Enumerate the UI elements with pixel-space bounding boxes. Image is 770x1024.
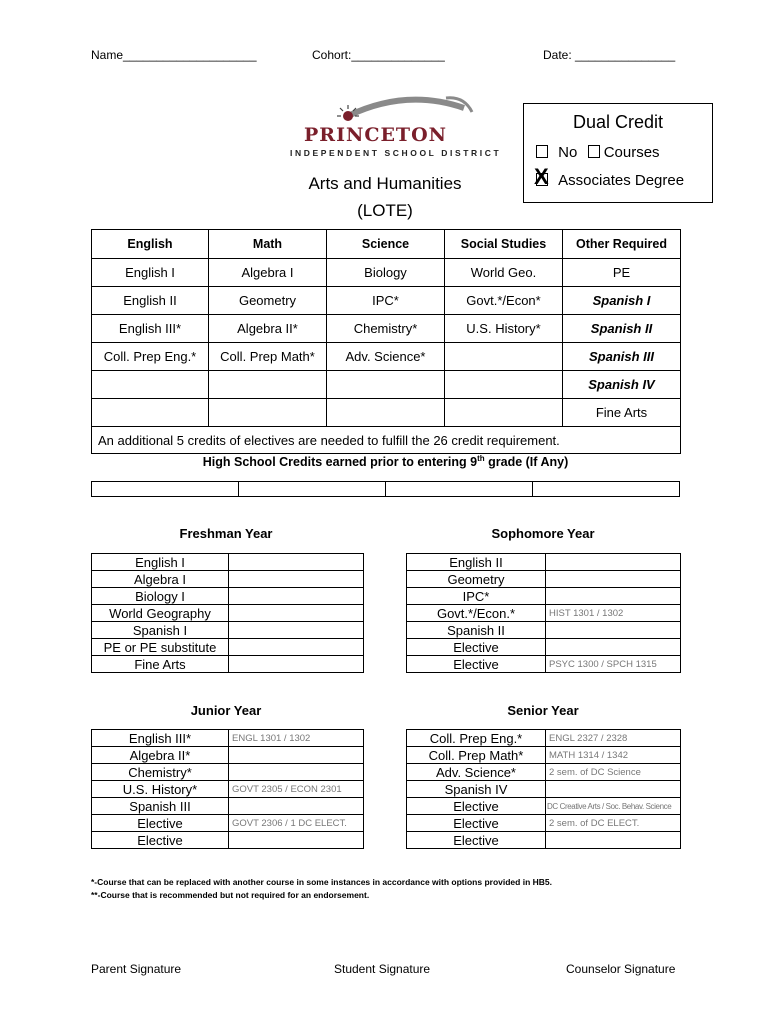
table-cell: Govt.*/Econ* bbox=[445, 287, 563, 315]
table-row bbox=[92, 554, 364, 571]
table-cell bbox=[92, 399, 209, 427]
course-cell: Elective bbox=[407, 798, 546, 815]
course-cell: U.S. History* bbox=[92, 781, 229, 798]
course-cell: PE or PE substitute bbox=[92, 639, 229, 656]
table-row bbox=[407, 747, 681, 764]
hs-credits-table bbox=[91, 481, 680, 497]
requirements-table bbox=[91, 229, 681, 454]
header-math: Math bbox=[209, 230, 327, 259]
table-row bbox=[407, 815, 681, 832]
table-row bbox=[92, 605, 364, 622]
dc-course-cell[interactable]: 2 sem. of DC Science bbox=[546, 764, 681, 781]
associates-label: Associates Degree bbox=[558, 172, 685, 189]
electives-note: An additional 5 credits of electives are needed to fulfill the 26 credit requirement. bbox=[92, 427, 681, 454]
table-row bbox=[92, 815, 364, 832]
table-row bbox=[92, 622, 364, 639]
course-cell: Fine Arts bbox=[92, 656, 229, 673]
table-row bbox=[92, 656, 364, 673]
table-row bbox=[407, 764, 681, 781]
junior-year-title: Junior Year bbox=[190, 703, 262, 718]
table-row bbox=[92, 639, 364, 656]
footnote-recommended: **-Course that is recommended but not required for an endorsement. bbox=[91, 890, 370, 900]
hs-credits-title-text: High School Credits earned prior to entering 9 bbox=[202, 455, 478, 470]
table-cell bbox=[327, 399, 445, 427]
parent-signature[interactable]: Parent Signature bbox=[91, 962, 182, 976]
freshman-table bbox=[91, 553, 364, 673]
table-cell: Coll. Prep Math* bbox=[209, 343, 327, 371]
header-science: Science bbox=[327, 230, 445, 259]
table-cell bbox=[209, 371, 327, 399]
dc-course-cell[interactable] bbox=[229, 832, 364, 849]
dc-course-cell[interactable] bbox=[546, 588, 681, 605]
associates-check-mark: X bbox=[534, 164, 549, 189]
table-row bbox=[92, 588, 364, 605]
dc-course-cell[interactable] bbox=[546, 781, 681, 798]
course-cell: Spanish II bbox=[407, 622, 546, 639]
course-cell: Biology I bbox=[92, 588, 229, 605]
table-row bbox=[92, 343, 681, 371]
hs-credits-title bbox=[91, 454, 680, 469]
senior-table bbox=[406, 729, 681, 849]
dc-course-cell[interactable] bbox=[546, 554, 681, 571]
course-cell: Algebra II* bbox=[92, 747, 229, 764]
dc-course-cell[interactable] bbox=[229, 571, 364, 588]
counselor-signature[interactable]: Counselor Signature bbox=[566, 962, 676, 976]
dc-course-cell[interactable] bbox=[229, 798, 364, 815]
program-subtitle: (LOTE) bbox=[357, 201, 413, 220]
table-cell: English I bbox=[92, 259, 209, 287]
hs-credit-cell[interactable] bbox=[533, 482, 680, 497]
dc-course-cell[interactable] bbox=[229, 588, 364, 605]
table-cell: Adv. Science* bbox=[327, 343, 445, 371]
table-cell bbox=[92, 371, 209, 399]
table-cell: World Geo. bbox=[445, 259, 563, 287]
student-signature[interactable]: Student Signature bbox=[334, 962, 431, 976]
no-label: No bbox=[558, 144, 578, 161]
freshman-year-title: Freshman Year bbox=[179, 526, 273, 541]
sophomore-table bbox=[406, 553, 681, 673]
table-cell: Biology bbox=[327, 259, 445, 287]
table-row bbox=[92, 832, 364, 849]
table-row bbox=[92, 730, 364, 747]
courses-label: Courses bbox=[603, 144, 660, 161]
program-title: Arts and Humanities bbox=[308, 174, 462, 193]
table-row bbox=[92, 259, 681, 287]
course-cell: Coll. Prep Math* bbox=[407, 747, 546, 764]
table-cell: Coll. Prep Eng.* bbox=[92, 343, 209, 371]
dc-course-cell[interactable]: ENGL 1301 / 1302 bbox=[229, 730, 364, 747]
course-cell: English III* bbox=[92, 730, 229, 747]
date-field[interactable]: Date: _______________ bbox=[543, 48, 676, 62]
table-row bbox=[407, 639, 681, 656]
table-row bbox=[407, 832, 681, 849]
dc-course-cell[interactable] bbox=[546, 622, 681, 639]
header-english: English bbox=[92, 230, 209, 259]
table-row bbox=[92, 399, 681, 427]
name-field[interactable]: Name____________________ bbox=[91, 48, 257, 62]
table-header-row bbox=[92, 230, 681, 259]
courses-checkbox[interactable] bbox=[588, 145, 600, 158]
hs-credit-cell[interactable] bbox=[386, 482, 533, 497]
dc-course-cell[interactable] bbox=[546, 571, 681, 588]
table-row bbox=[92, 371, 681, 399]
dc-course-cell[interactable] bbox=[546, 639, 681, 656]
logo-name: PRINCETON bbox=[304, 124, 447, 146]
district-logo bbox=[290, 92, 502, 160]
dc-course-cell[interactable] bbox=[229, 656, 364, 673]
table-cell bbox=[445, 399, 563, 427]
dc-course-cell[interactable]: GOVT 2305 / ECON 2301 bbox=[229, 781, 364, 798]
course-cell: Adv. Science* bbox=[407, 764, 546, 781]
table-cell: Algebra I bbox=[209, 259, 327, 287]
table-cell bbox=[209, 399, 327, 427]
footnote-replaceable: *-Course that can be replaced with another course in some instances in accordance with options provided in HB5. bbox=[91, 877, 552, 887]
table-row bbox=[407, 798, 681, 815]
table-cell bbox=[445, 371, 563, 399]
logo-subtitle: INDEPENDENT SCHOOL DISTRICT bbox=[290, 148, 502, 158]
dc-course-cell[interactable]: PSYC 1300 / SPCH 1315 bbox=[546, 656, 681, 673]
table-row bbox=[407, 730, 681, 747]
table-cell: Spanish IV bbox=[563, 371, 681, 399]
table-cell bbox=[445, 343, 563, 371]
course-cell: Chemistry* bbox=[92, 764, 229, 781]
table-cell: Spanish II bbox=[563, 315, 681, 343]
dc-course-cell[interactable] bbox=[229, 622, 364, 639]
table-cell: Spanish I bbox=[563, 287, 681, 315]
table-cell: Spanish III bbox=[563, 343, 681, 371]
hs-credit-cell[interactable] bbox=[239, 482, 386, 497]
table-row bbox=[92, 315, 681, 343]
course-cell: IPC* bbox=[407, 588, 546, 605]
table-cell: Geometry bbox=[209, 287, 327, 315]
course-cell: Elective bbox=[407, 639, 546, 656]
dc-course-cell[interactable]: MATH 1314 / 1342 bbox=[546, 747, 681, 764]
table-row bbox=[407, 781, 681, 798]
table-cell bbox=[327, 371, 445, 399]
dc-course-cell[interactable] bbox=[229, 639, 364, 656]
course-cell: World Geography bbox=[92, 605, 229, 622]
dc-course-cell[interactable]: DC Creative Arts / Soc. Behav. Science bbox=[546, 798, 681, 815]
course-cell: Elective bbox=[407, 832, 546, 849]
dc-course-cell[interactable]: HIST 1301 / 1302 bbox=[546, 605, 681, 622]
table-row bbox=[407, 571, 681, 588]
dc-course-cell[interactable]: GOVT 2306 / 1 DC ELECT. bbox=[229, 815, 364, 832]
table-row bbox=[407, 605, 681, 622]
table-row bbox=[407, 554, 681, 571]
table-cell: PE bbox=[563, 259, 681, 287]
dc-course-cell[interactable] bbox=[229, 764, 364, 781]
table-cell: Fine Arts bbox=[563, 399, 681, 427]
course-cell: Algebra I bbox=[92, 571, 229, 588]
sophomore-year-title: Sophomore Year bbox=[491, 526, 595, 541]
no-checkbox[interactable] bbox=[536, 145, 548, 158]
header-social-studies: Social Studies bbox=[445, 230, 563, 259]
course-cell: English I bbox=[92, 554, 229, 571]
dc-course-cell[interactable] bbox=[229, 747, 364, 764]
course-cell: Spanish I bbox=[92, 622, 229, 639]
table-row bbox=[92, 747, 364, 764]
hs-credits-title-suffix: grade (If Any) bbox=[484, 455, 569, 470]
table-cell: Chemistry* bbox=[327, 315, 445, 343]
table-cell: U.S. History* bbox=[445, 315, 563, 343]
table-cell: English II bbox=[92, 287, 209, 315]
table-cell: IPC* bbox=[327, 287, 445, 315]
course-cell: Coll. Prep Eng.* bbox=[407, 730, 546, 747]
table-row bbox=[92, 781, 364, 798]
dc-course-cell[interactable] bbox=[546, 832, 681, 849]
course-cell: Elective bbox=[407, 815, 546, 832]
course-cell: Spanish IV bbox=[407, 781, 546, 798]
table-row bbox=[92, 571, 364, 588]
dc-course-cell[interactable]: 2 sem. of DC ELECT. bbox=[546, 815, 681, 832]
course-cell: Elective bbox=[92, 815, 229, 832]
header-other-required: Other Required bbox=[563, 230, 681, 259]
dual-credit-title: Dual Credit bbox=[572, 112, 664, 132]
dc-course-cell[interactable]: ENGL 2327 / 2328 bbox=[546, 730, 681, 747]
table-cell: English III* bbox=[92, 315, 209, 343]
course-cell: English II bbox=[407, 554, 546, 571]
cohort-field[interactable]: Cohort:______________ bbox=[312, 48, 445, 62]
course-cell: Elective bbox=[92, 832, 229, 849]
senior-year-title: Senior Year bbox=[507, 703, 579, 718]
table-cell: Algebra II* bbox=[209, 315, 327, 343]
table-row bbox=[92, 287, 681, 315]
table-note-row bbox=[92, 427, 681, 454]
table-row bbox=[407, 588, 681, 605]
course-cell: Elective bbox=[407, 656, 546, 673]
hs-credits-title-sup: th bbox=[477, 454, 485, 463]
course-cell: Geometry bbox=[407, 571, 546, 588]
table-row bbox=[92, 798, 364, 815]
junior-table bbox=[91, 729, 364, 849]
table-row bbox=[92, 482, 680, 497]
dc-course-cell[interactable] bbox=[229, 554, 364, 571]
table-row bbox=[407, 622, 681, 639]
dc-course-cell[interactable] bbox=[229, 605, 364, 622]
dual-credit-box bbox=[523, 103, 713, 203]
course-cell: Spanish III bbox=[92, 798, 229, 815]
hs-credit-cell[interactable] bbox=[92, 482, 239, 497]
course-cell: Govt.*/Econ.* bbox=[407, 605, 546, 622]
table-row bbox=[407, 656, 681, 673]
table-row bbox=[92, 764, 364, 781]
